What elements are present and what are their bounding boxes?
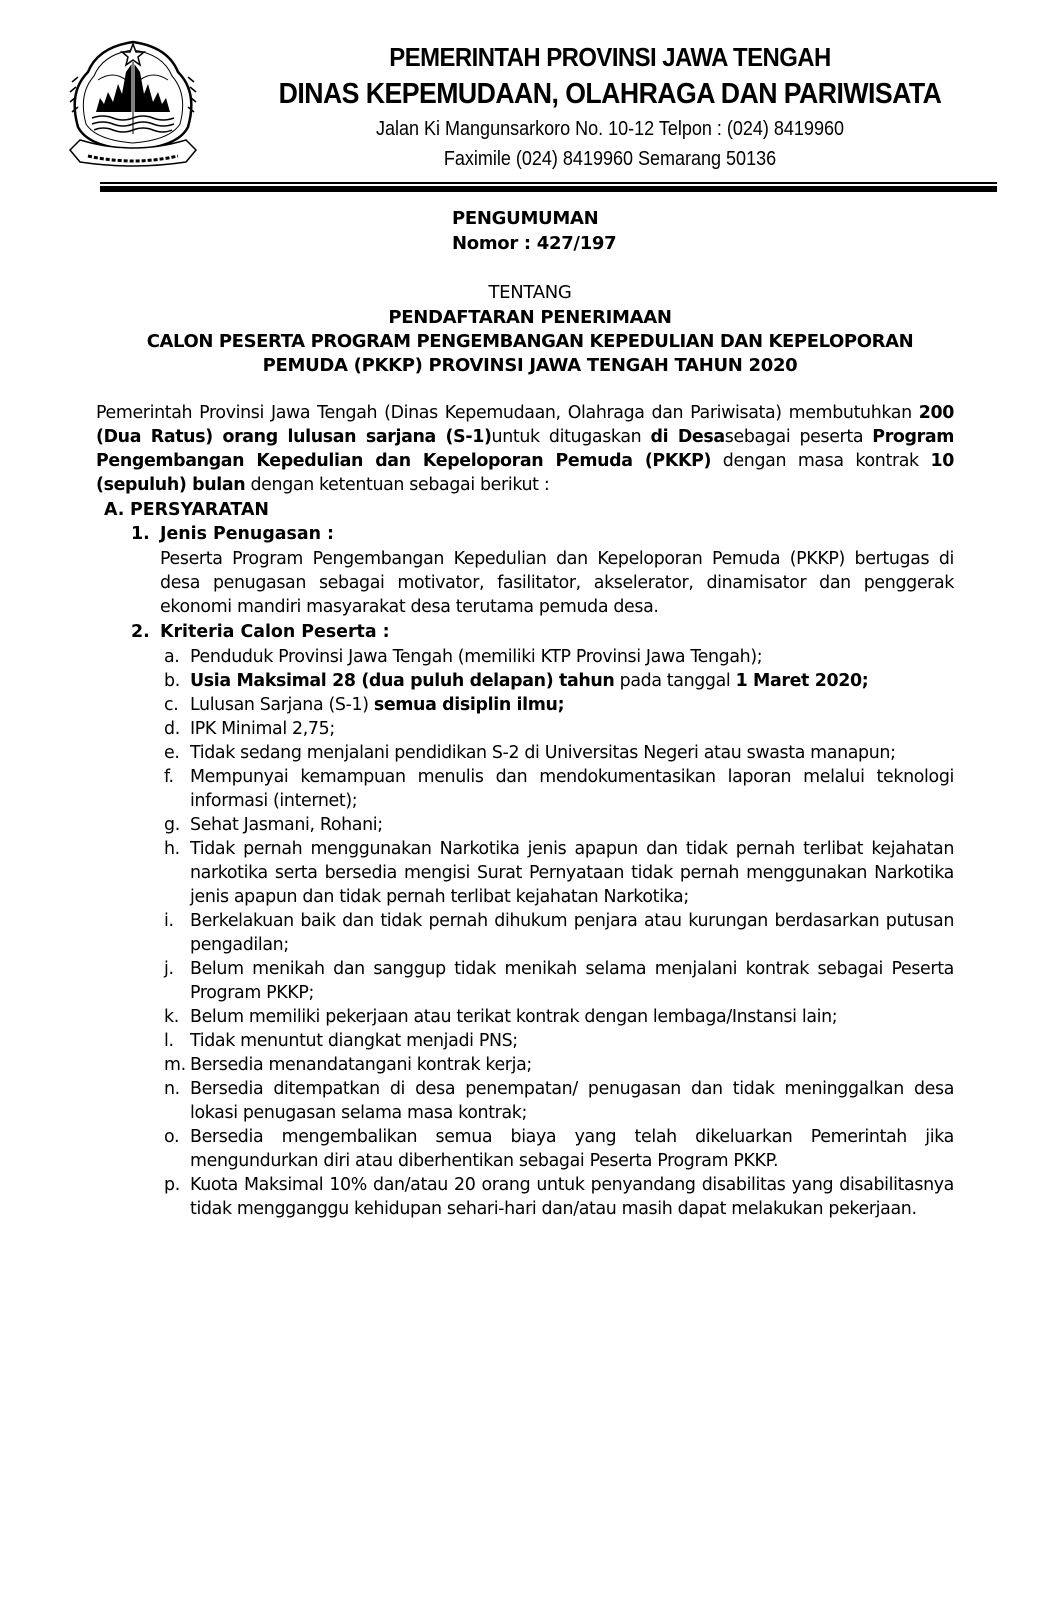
section-title: PERSYARATAN (130, 500, 269, 520)
item-marker: c. (164, 695, 179, 715)
section-a-heading (104, 498, 269, 522)
criteria-item (164, 909, 954, 957)
item-marker: o. (164, 1127, 180, 1147)
item-text: Kuota Maksimal 10% dan/atau 20 orang untuk penyandang disabilitas yang disabilitasnya tidak mengganggu kehidupan sehari-hari dan/atau masih dapat melakukan pekerjaan. (190, 1175, 954, 1219)
item-marker: b. (164, 671, 180, 691)
intro-text: untuk ditugaskan (491, 427, 651, 447)
age-limit: Usia Maksimal 28 (dua puluh delapan) tahun (190, 671, 615, 691)
item-text: Bersedia menandatangani kontrak kerja; (190, 1055, 532, 1075)
intro-program-name: Program Pengembangan Kepedulian dan Kepeloporan Pemuda (PKKP) (96, 427, 954, 471)
item-marker: e. (164, 743, 180, 763)
age-reference-date: 1 Maret 2020; (735, 671, 869, 691)
item-text: Sehat Jasmani, Rohani; (190, 815, 383, 835)
criteria-item (164, 957, 954, 1005)
subsection-title: Jenis Penugasan : (160, 524, 334, 544)
item-marker: a. (164, 647, 180, 667)
item-text: Tidak menuntut diangkat menjadi PNS; (190, 1031, 518, 1051)
criteria-item (164, 837, 954, 909)
announcement-heading: PENGUMUMAN (452, 208, 599, 229)
criteria-item (164, 693, 954, 717)
item-marker: l. (164, 1031, 174, 1051)
intro-text: sebagai peserta (724, 427, 873, 447)
about-label: TENTANG (488, 282, 572, 303)
item-marker: d. (164, 719, 180, 739)
subject-line-3: PEMUDA (PKKP) PROVINSI JAWA TENGAH TAHUN 2020 (262, 355, 798, 376)
discipline-scope: semua disiplin ilmu; (373, 695, 565, 715)
letterhead-divider-thick (100, 186, 997, 192)
criteria-item (164, 1029, 954, 1053)
intro-quota: 200 (Dua Ratus) orang lulusan sarjana (S-1) (96, 403, 954, 447)
item-marker: n. (164, 1079, 180, 1099)
letterhead-agency: DINAS KEPEMUDAAN, OLAHRAGA DAN PARIWISATA (278, 78, 942, 110)
criteria-item (164, 717, 954, 741)
item-marker: k. (164, 1007, 179, 1027)
subject-line-1: PENDAFTARAN PENERIMAAN (388, 307, 672, 328)
criteria-item (164, 765, 954, 813)
criteria-item (164, 669, 954, 693)
item-marker: g. (164, 815, 180, 835)
section-marker: A. (104, 500, 125, 520)
item-text: Mempunyai kemampuan menulis dan mendokumentasikan laporan melalui teknologi informasi (internet); (190, 767, 954, 811)
letterhead (200, 40, 1020, 174)
item-text: Bersedia mengembalikan semua biaya yang telah dikeluarkan Pemerintah jika mengundurkan diri atau diberhentikan sebagai Peserta Program PKKP. (190, 1127, 954, 1171)
intro-paragraph (96, 401, 954, 497)
item-text (190, 693, 954, 717)
intro-text: Pemerintah Provinsi Jawa Tengah (Dinas Kepemudaan, Olahraga dan Pariwisata) membutuhkan (96, 403, 919, 423)
subsection-marker: 2. (131, 622, 150, 642)
item-text-part: pada tanggal (614, 671, 736, 691)
criteria-item (164, 1077, 954, 1125)
subsection-2-heading (131, 620, 390, 644)
item-marker: p. (164, 1175, 180, 1195)
intro-text: dengan masa kontrak (711, 451, 931, 471)
item-marker: j. (164, 959, 174, 979)
letterhead-government: PEMERINTAH PROVINSI JAWA TENGAH (389, 42, 831, 72)
subject-line-2: CALON PESERTA PROGRAM PENGEMBANGAN KEPEDULIAN DAN KEPELOPORAN (146, 331, 914, 352)
item-marker: i. (164, 911, 174, 931)
criteria-item (164, 1005, 954, 1029)
announcement-number: Nomor : 427/197 (452, 233, 617, 254)
criteria-item (164, 813, 954, 837)
criteria-item (164, 645, 954, 669)
subsection-1-heading (131, 522, 334, 546)
item-marker: h. (164, 839, 180, 859)
letterhead-fax: Faximile (024) 8419960 Semarang 50136 (443, 148, 777, 170)
criteria-item (164, 741, 954, 765)
item-text-part: Lulusan Sarjana (S-1) (190, 695, 374, 715)
criteria-item (164, 1173, 954, 1221)
criteria-list (164, 645, 954, 1221)
intro-location: di Desa (650, 427, 725, 447)
subsection-marker: 1. (131, 524, 150, 544)
item-text (190, 669, 954, 693)
jawa-tengah-emblem-icon (58, 32, 208, 172)
item-text: Tidak pernah menggunakan Narkotika jenis apapun dan tidak pernah terlibat kejahatan narkotika serta bersedia mengisi Surat Pernyataan tidak pernah menggunakan Narkotika jenis apapun dan tidak pernah terlibat kejahatan Narkotika; (190, 839, 954, 907)
subsection-title: Kriteria Calon Peserta : (160, 622, 390, 642)
item-text: Belum memiliki pekerjaan atau terikat kontrak dengan lembaga/Instansi lain; (190, 1007, 838, 1027)
item-text: Berkelakuan baik dan tidak pernah dihukum penjara atau kurungan berdasarkan putusan pengadilan; (190, 911, 954, 955)
item-text: IPK Minimal 2,75; (190, 719, 335, 739)
intro-contract-duration: 10 (sepuluh) bulan (96, 451, 954, 495)
assignment-description: Peserta Program Pengembangan Kepedulian dan Kepeloporan Pemuda (PKKP) bertugas di desa penugasan sebagai motivator, fasilitator, akselerator, dinamisator dan penggerak ekonomi mandiri masyarakat desa terutama pemuda desa. (160, 549, 954, 617)
item-marker: f. (164, 767, 174, 787)
letterhead-address: Jalan Ki Mangunsarkoro No. 10-12 Telpon : (024) 8419960 (376, 118, 844, 140)
item-text: Belum menikah dan sanggup tidak menikah selama menjalani kontrak sebagai Peserta Program PKKP; (190, 959, 954, 1003)
letterhead-divider-thin (100, 182, 997, 184)
criteria-item (164, 1125, 954, 1173)
item-text: Tidak sedang menjalani pendidikan S-2 di Universitas Negeri atau swasta manapun; (190, 743, 896, 763)
intro-text: dengan ketentuan sebagai berikut : (245, 475, 550, 495)
item-text: Bersedia ditempatkan di desa penempatan/ penugasan dan tidak meninggalkan desa lokasi penugasan selama masa kontrak; (190, 1079, 954, 1123)
item-text: Penduduk Provinsi Jawa Tengah (memiliki KTP Provinsi Jawa Tengah); (190, 647, 763, 667)
criteria-item (164, 1053, 954, 1077)
item-marker: m. (164, 1055, 186, 1075)
